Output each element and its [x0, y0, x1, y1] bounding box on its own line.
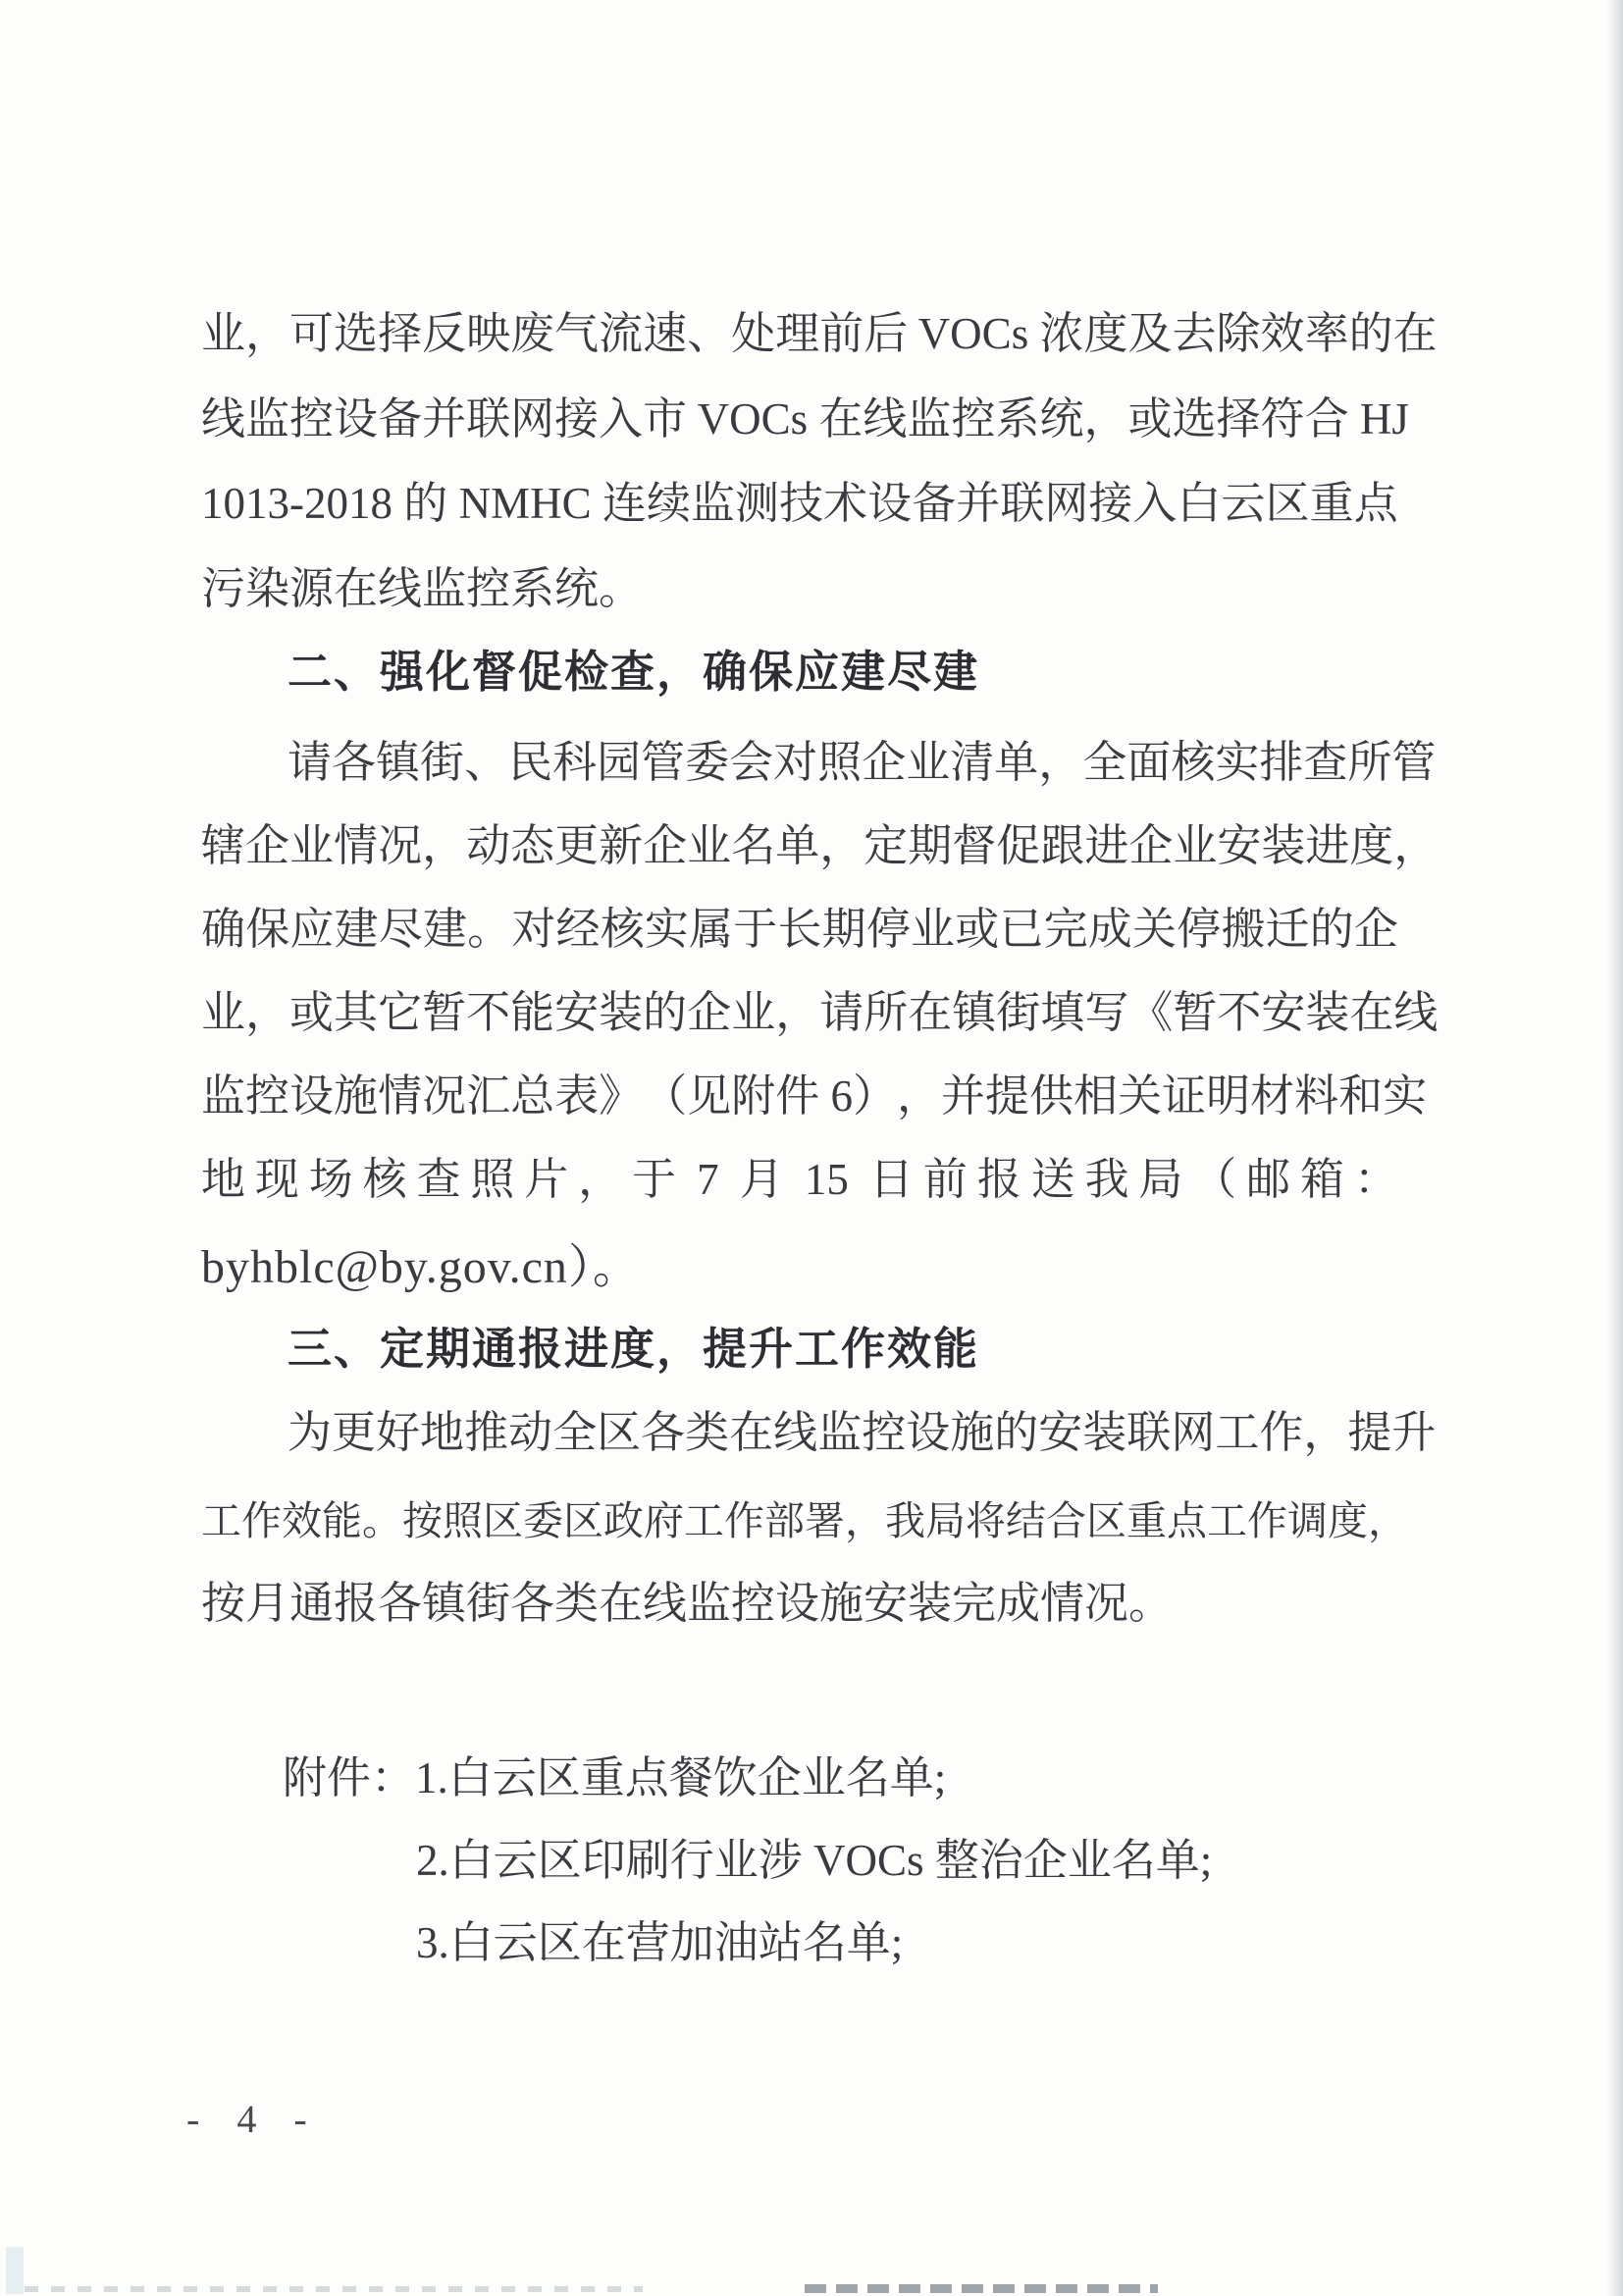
- section-heading-2: 二、强化督促检查，确保应建尽建: [288, 647, 980, 697]
- body-line: 工 作 效 能 。 按 照 区 委 区 政 府 工 作 部 署 ， 我 局 将 结 合 区 重 点 工 作 调 度 ，: [201, 1498, 1408, 1543]
- body-line: 地 现 场 核 查 照 片 ， 于 7 月 15 日 前 报 送 我 局 （ 邮 箱 ：: [201, 1155, 1398, 1204]
- scan-corner-smudge: [6, 2247, 24, 2294]
- page-number: - 4 -: [186, 2097, 321, 2141]
- email-line: byhblc@by.gov.cn）。: [201, 1241, 641, 1293]
- attachment-item: 附件：1.白云区重点餐饮企业名单;: [283, 1753, 947, 1802]
- body-line: 为 更 好 地 推 动 全 区 各 类 在 线 监 控 设 施 的 安 装 联 网 工 作 ， 提 升: [288, 1408, 1437, 1457]
- scan-bottom-artifact: [805, 2284, 1158, 2293]
- body-line: 1013-2018 的 NMHC 连 续 监 测 技 术 设 备 并 联 网 接 入 白 云 区 重 点: [201, 479, 1398, 528]
- body-line: 监 控 设 施 情 况 汇 总 表 》 （ 见 附 件 6 ） ， 并 提 供 相 关 证 明 材 料 和 实: [201, 1071, 1428, 1121]
- attachment-item: 3.白云区在营加油站名单;: [416, 1918, 904, 1967]
- section-heading-3: 三、定期通报进度，提升工作效能: [288, 1324, 980, 1374]
- body-line: 确 保 应 建 尽 建 。 对 经 核 实 属 于 长 期 停 业 或 已 完 成 关 停 搬 迁 的 企: [201, 905, 1398, 954]
- body-line: 业 ， 或 其 它 暂 不 能 安 装 的 企 业 ， 请 所 在 镇 街 填 写 《 暂 不 安 装 在 线: [201, 988, 1439, 1037]
- scan-bottom-artifact: [25, 2286, 643, 2292]
- body-line: 按月通报各镇街各类在线监控设施安装完成情况。: [201, 1579, 1174, 1628]
- attachment-item: 2.白云区印刷行业涉 VOCs 整治企业名单;: [416, 1836, 1213, 1885]
- body-line: 业 ， 可 选 择 反 映 废 气 流 速 、 处 理 前 后 VOCs 浓 度 及 去 除 效 率 的 在: [201, 309, 1438, 358]
- scan-edge-shadow: [1607, 0, 1623, 2296]
- body-line: 请 各 镇 街 、 民 科 园 管 委 会 对 照 企 业 清 单 ， 全 面 核 实 排 查 所 管: [288, 738, 1437, 787]
- body-line: 线 监 控 设 备 并 联 网 接 入 市 VOCs 在 线 监 控 系 统 ， 或 选 择 符 合 HJ: [201, 394, 1409, 444]
- body-line: 辖 企 业 情 况 ， 动 态 更 新 企 业 名 单 ， 定 期 督 促 跟 进 企 业 安 装 进 度 ，: [201, 821, 1439, 870]
- body-line: 污染源在线监控系统。: [201, 564, 644, 613]
